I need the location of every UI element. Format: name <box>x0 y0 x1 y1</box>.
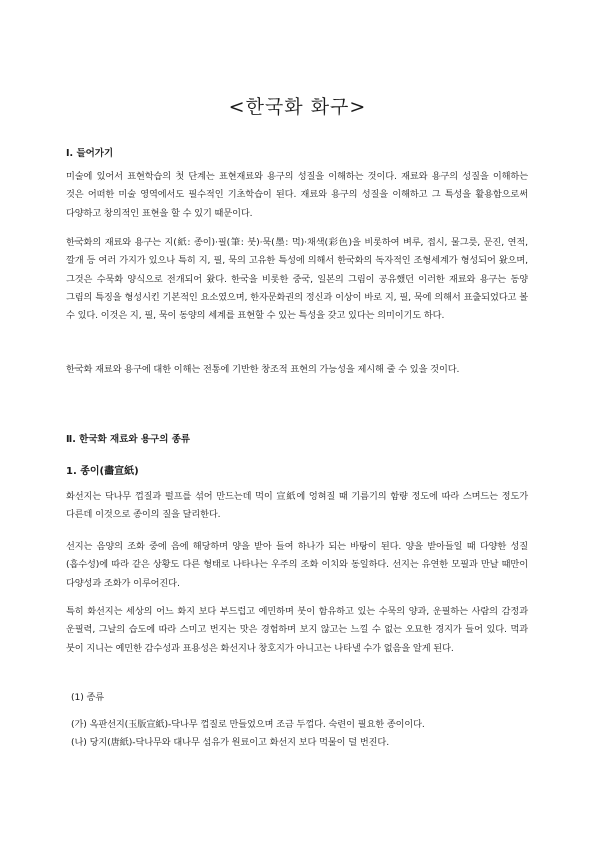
intro-paragraph-1: 미술에 있어서 표현학습의 첫 단계는 표현재료와 용구의 성질을 이해하는 것이다. 재료와 용구의 성질을 이해하는 것은 어떠한 미술 영역에서도 필수적인 기초학습이 된다. 재료와 용구의 성질을 이해하고 그 특성을 활용함으로써 다양하고 창의적인 표현을 할 수 있기 때문이다. <box>66 171 528 219</box>
section-heading-introduction: Ⅰ. 들어가기 <box>66 148 114 159</box>
paper-paragraph-3: 특히 화선지는 세상의 어느 화지 보다 부드럽고 예민하며 붓이 함유하고 있는 수묵의 양과, 운필하는 사람의 감정과 운필력, 그날의 습도에 따라 스미고 번지는 맛은 경험하며 보지 않고는 느낄 수 없는 오묘한 경지가 들어 있다. 먹과 붓이 지니는 예민한 감수성과 표용성은 화선지나 창호지가 아니고는 나타낼 수가 없음을 알게 된다. <box>66 606 528 654</box>
paper-paragraph-2: 선지는 음양의 조화 중에 음에 해당하며 양을 받아 들여 하나가 되는 바탕이 된다. 양을 받아들일 때 다양한 성질(흡수성)에 따라 같은 상황도 다른 형태로 나타나는 우주의 조화 이치와 동일하다. 선지는 유연한 모필과 만날 때만이 다양성과 조화가 이루어진다. <box>66 541 528 589</box>
section-heading-materials: Ⅱ. 한국화 재료와 용구의 종류 <box>66 434 191 445</box>
paper-paragraph-1: 화선지는 닥나무 껍질과 펄프를 섞어 만드는데 먹이 宣紙에 엉혀질 때 기름기의 함량 정도에 따라 스며드는 정도가 다른데 이것으로 종이의 질을 달리한다. <box>66 491 528 521</box>
intro-paragraph-2: 한국화의 재료와 용구는 지(紙: 종이)·필(筆: 붓)·묵(墨: 먹)·채색(彩色)을 비롯하여 벼루, 접시, 물그릇, 문진, 연적, 깔개 등 여러 가지가 있으나 특히 지, 필, 묵의 고유한 특성에 의해서 한국화의 독자적인 조형세계가 형성되어 왔으며, 그것은 수묵화 양식으로 전개되어 왔다. 한국을 비롯한 중국, 일본의 그림이 공유했던 이러한 재료와 용구는 동양 그림의 특징을 형성시킨 기본적인 요소였으며, 한자문화권의 정신과 이상이 바로 지, 필, 묵에 의해서 표출되었다고 볼 수 있다. 이것은 지, 필, 묵이 동양의 세계를 표현할 수 있는 특성을 갖고 있다는 의미이기도 하다. <box>66 237 528 322</box>
subsection-heading-paper: 1. 종이(畵宣紙) <box>66 466 139 477</box>
list-heading-types: (1) 종류 <box>71 692 105 703</box>
intro-paragraph-3: 한국화 재료와 용구에 대한 이해는 전통에 기반한 창조적 표현의 가능성을 제시해 줄 수 있을 것이다. <box>66 364 460 375</box>
document-title: <한국화 화구> <box>228 96 367 118</box>
list-item-okpan-seonji: (가) 옥판선지(玉版宣紙)-닥나무 껍질로 만들었으며 조금 두껍다. 숙련이 필요한 종이이다. <box>71 719 425 730</box>
list-item-dangji: (나) 당지(唐紙)-닥나무와 대나무 섬유가 원료이고 화선지 보다 먹물이 덜 번진다. <box>71 737 390 748</box>
